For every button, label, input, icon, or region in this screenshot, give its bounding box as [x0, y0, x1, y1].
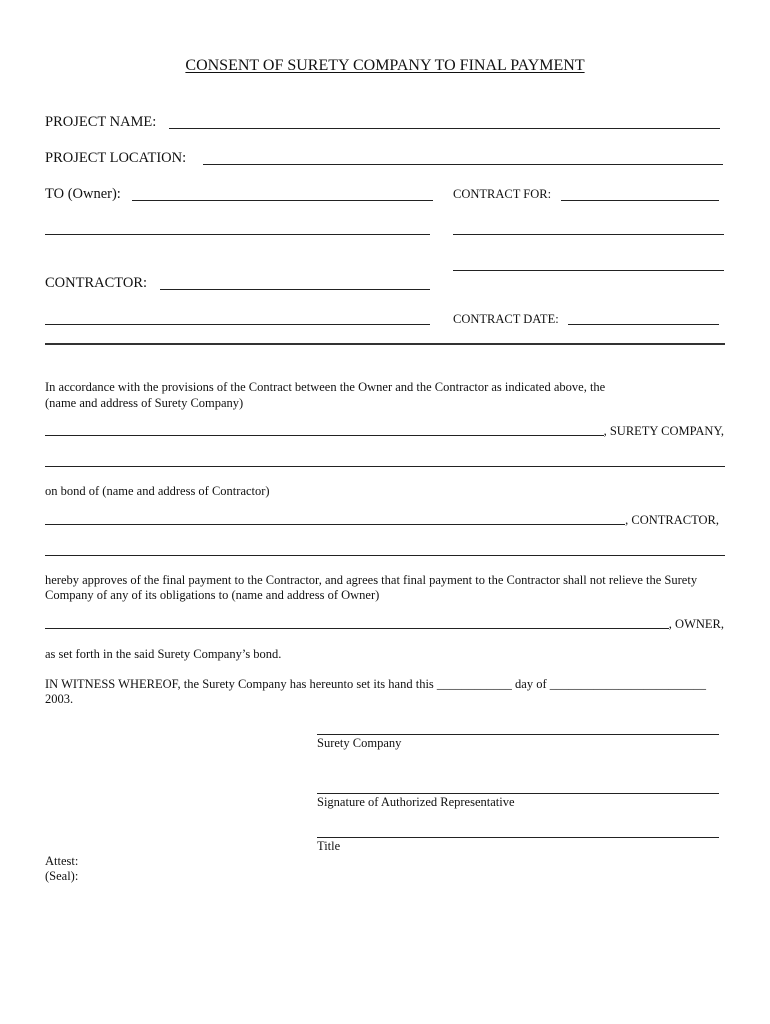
seal-label: (Seal): — [45, 869, 79, 883]
title-signature-line[interactable] — [317, 837, 719, 838]
witness-line-1: IN WITNESS WHEREOF, the Surety Company has hereunto set its hand this ____________ day of _________________________ — [45, 677, 706, 691]
authorized-rep-signature-line[interactable] — [317, 793, 719, 794]
attest-label: Attest: — [45, 854, 79, 868]
surety-company-field[interactable] — [45, 425, 604, 436]
contractor-name-field[interactable] — [45, 514, 625, 525]
approves-line-2: Company of any of its obligations to (name and address of Owner) — [45, 588, 380, 602]
contract-for-field-1[interactable] — [561, 200, 719, 201]
project-location-label: PROJECT LOCATION: — [45, 150, 187, 166]
contractor-row — [45, 513, 719, 528]
approves-line-1: hereby approves of the final payment to the Contractor, and agrees that final payment to the Contractor shall not relieve the Surety — [45, 573, 698, 587]
contractor-suffix: , CONTRACTOR, — [625, 513, 719, 527]
section-divider — [45, 343, 725, 345]
to-owner-label: TO (Owner): — [45, 186, 121, 202]
surety-company-suffix: , SURETY COMPANY, — [603, 424, 724, 438]
document-title: CONSENT OF SURETY COMPANY TO FINAL PAYMENT — [185, 57, 585, 74]
contract-for-field-3[interactable] — [453, 270, 724, 271]
contractor-address-field[interactable] — [45, 555, 725, 556]
contract-for-field-2[interactable] — [453, 234, 724, 235]
owner-field-2[interactable] — [45, 234, 430, 235]
title-caption: Title — [317, 839, 341, 853]
contract-for-label: CONTRACT FOR: — [453, 187, 552, 201]
owner-row — [45, 617, 724, 632]
project-name-field[interactable] — [169, 128, 720, 129]
project-location-field[interactable] — [203, 164, 723, 165]
witness-line-2: 2003. — [45, 692, 74, 706]
contractor-field-2[interactable] — [45, 324, 430, 325]
contractor-field-1[interactable] — [160, 289, 430, 290]
contract-date-label: CONTRACT DATE: — [453, 312, 559, 326]
contractor-label: CONTRACTOR: — [45, 275, 148, 291]
on-bond-text: on bond of (name and address of Contractor) — [45, 484, 270, 498]
owner-suffix: , OWNER, — [668, 617, 724, 631]
contract-date-field[interactable] — [568, 324, 719, 325]
surety-company-caption: Surety Company — [317, 736, 402, 750]
surety-company-row — [45, 424, 724, 439]
intro-line-1: In accordance with the provisions of the Contract between the Owner and the Contractor as indicated above, the — [45, 380, 606, 394]
owner-field-1[interactable] — [132, 200, 433, 201]
surety-company-signature-line[interactable] — [317, 734, 719, 735]
surety-address-field[interactable] — [45, 466, 725, 467]
owner-name-field[interactable] — [45, 618, 669, 629]
authorized-rep-caption: Signature of Authorized Representative — [317, 795, 515, 809]
intro-line-2: (name and address of Surety Company) — [45, 396, 244, 410]
as-set-forth-text: as set forth in the said Surety Company’s bond. — [45, 647, 282, 661]
project-name-label: PROJECT NAME: — [45, 114, 157, 130]
